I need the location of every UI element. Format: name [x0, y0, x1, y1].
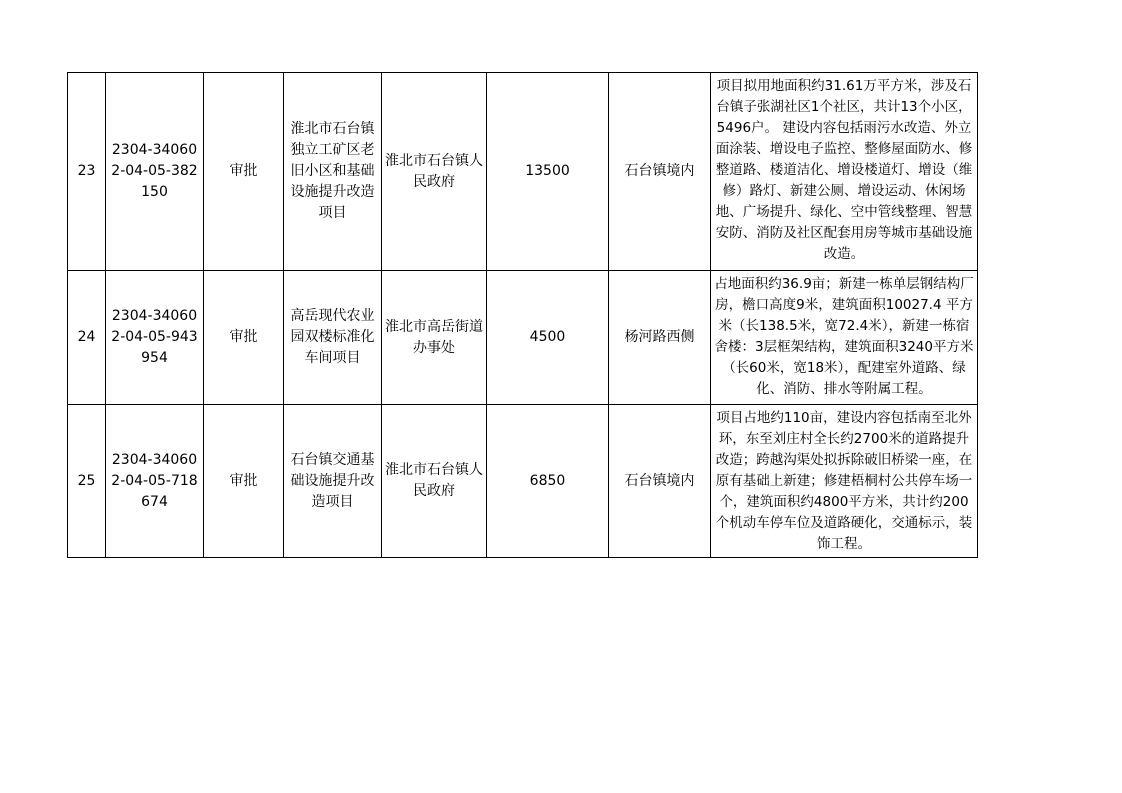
project-location: 石台镇境内	[609, 73, 711, 271]
table-row	[68, 271, 978, 405]
approval-type: 审批	[204, 405, 284, 558]
investment-amount: 6850	[487, 405, 609, 558]
project-unit: 淮北市石台镇人民政府	[382, 405, 487, 558]
project-content: 占地面积约36.9亩；新建一栋单层钢结构厂房，檐口高度9米，建筑面积10027.4 平方米（长138.5米，宽72.4米），新建一栋宿舍楼：3层框架结构，建筑面积3240平方米（长60米，宽18米），配建室外道路、绿化、消防、排水等附属工程。	[714, 276, 974, 397]
project-table	[67, 72, 978, 558]
approval-type: 审批	[204, 73, 284, 271]
project-content-cell	[711, 271, 978, 405]
project-content-cell	[711, 405, 978, 558]
project-code: 2304-340602-04-05-382150	[106, 73, 204, 271]
row-number: 25	[68, 405, 106, 558]
project-code: 2304-340602-04-05-718674	[106, 405, 204, 558]
row-number: 23	[68, 73, 106, 271]
project-location: 石台镇境内	[609, 405, 711, 558]
row-number: 24	[68, 271, 106, 405]
investment-amount: 13500	[487, 73, 609, 271]
table-row	[68, 405, 978, 558]
table-row	[68, 73, 978, 271]
project-location: 杨河路西侧	[609, 271, 711, 405]
project-unit: 淮北市石台镇人民政府	[382, 73, 487, 271]
project-content-cell	[711, 73, 978, 271]
project-code: 2304-340602-04-05-943954	[106, 271, 204, 405]
project-name: 淮北市石台镇独立工矿区老旧小区和基础设施提升改造项目	[284, 73, 382, 271]
project-unit: 淮北市高岳街道办事处	[382, 271, 487, 405]
project-name: 高岳现代农业园双楼标准化车间项目	[284, 271, 382, 405]
project-content: 项目占地约110亩，建设内容包括南至北外环，东至刘庄村全长约2700米的道路提升改造；跨越沟渠处拟拆除破旧桥梁一座，在原有基础上新建；修建梧桐村公共停车场一个，建筑面积约4800平方米，共计约200个机动车停车位及道路硬化，交通标示，装饰工程。	[715, 410, 973, 552]
project-content: 项目拟用地面积约31.61万平方米，涉及石台镇子张湖社区1个社区，共计13个小区，5496户。 建设内容包括雨污水改造、外立面涂装、增设电子监控、整修屋面防水、修整道路、楼道洁化、增设楼道灯、增设（维修）路灯、新建公厕、增设运动、休闲场地、广场提升、绿化、空中管线整理、智慧安防、消防及社区配套用房等城市基础设施改造。	[715, 78, 973, 262]
approval-type: 审批	[204, 271, 284, 405]
investment-amount: 4500	[487, 271, 609, 405]
project-name: 石台镇交通基础设施提升改造项目	[284, 405, 382, 558]
